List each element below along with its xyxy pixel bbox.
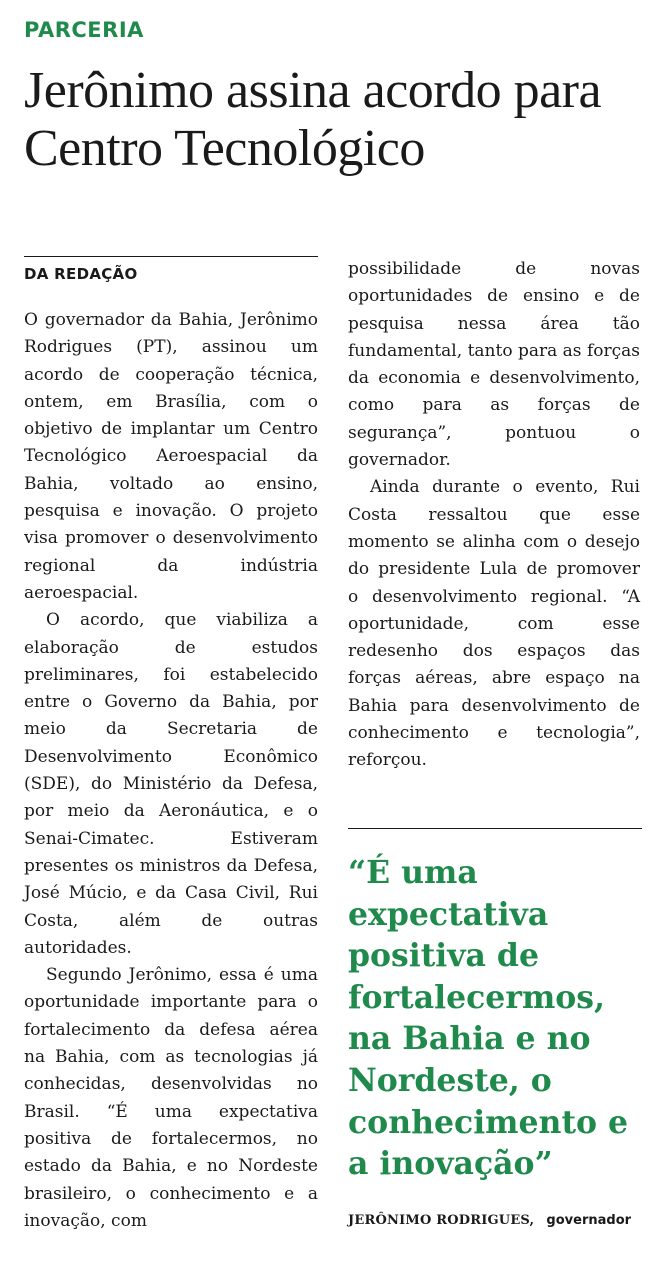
right-column [348, 256, 640, 775]
section-kicker: PARCERIA [24, 18, 144, 42]
paragraph: O acordo, que viabiliza a elaboração de estudos preliminares, foi estabelecido entre o Governo da Bahia, por meio da Secretaria de Desenvolvimento Econômico (SDE), do Ministério da Defesa, por meio da Aeronáutica, e o Senai-Cimatec. Estiveram presentes os ministros da Defesa, José Múcio, e da Casa Civil, Rui Costa, além de outras autoridades. [24, 610, 318, 958]
pullquote-attribution [348, 1213, 648, 1228]
paragraph: possibilidade de novas oportunidades de ensino e de pesquisa nessa área tão fundamental, tanto para as forças da economia e desenvolvimento, como para as forças de segurança”, pontuou o governador. [348, 259, 640, 471]
paragraph: Ainda durante o evento, Rui Costa ressaltou que esse momento se alinha com o desejo do presidente Lula de promover o desenvolvimento regional. “A oportunidade, com esse redesenho dos espaços das forças aéreas, abre espaço na Bahia para desenvolvimento de conhecimento e tecnologia”, reforçou. [348, 477, 640, 771]
attribution-role: governador [546, 1213, 632, 1228]
headline: Jerônimo assina acordo para Centro Tecnológico [24, 62, 602, 177]
pullquote-rule [348, 828, 642, 829]
paragraph: Segundo Jerônimo, essa é uma oportunidade importante para o fortalecimento da defesa aérea na Bahia, com as tecnologias já conhecidas, desenvolvidas no Brasil. “É uma expectativa positiva de fortalecermos, no estado da Bahia, e no Nordeste brasileiro, o conhecimento e a inovação, com [24, 965, 318, 1231]
paragraph: O governador da Bahia, Jerônimo Rodrigues (PT), assinou um acordo de cooperação técnica, ontem, em Brasília, com o objetivo de implantar um Centro Tecnológico Aeroespacial da Bahia, voltado ao ensino, pesquisa e inovação. O projeto visa promover o desenvolvimento regional da indústria aeroespacial. [24, 310, 318, 603]
attribution-name: JERÔNIMO RODRIGUES, [348, 1213, 535, 1228]
pullquote: “É uma expectativa positiva de fortalecermos, na Bahia e no Nordeste, o conhecimento e a inovação” [348, 854, 629, 1183]
byline-rule [24, 256, 318, 257]
left-column [24, 256, 318, 1235]
byline: DA REDAÇÃO [24, 265, 138, 283]
